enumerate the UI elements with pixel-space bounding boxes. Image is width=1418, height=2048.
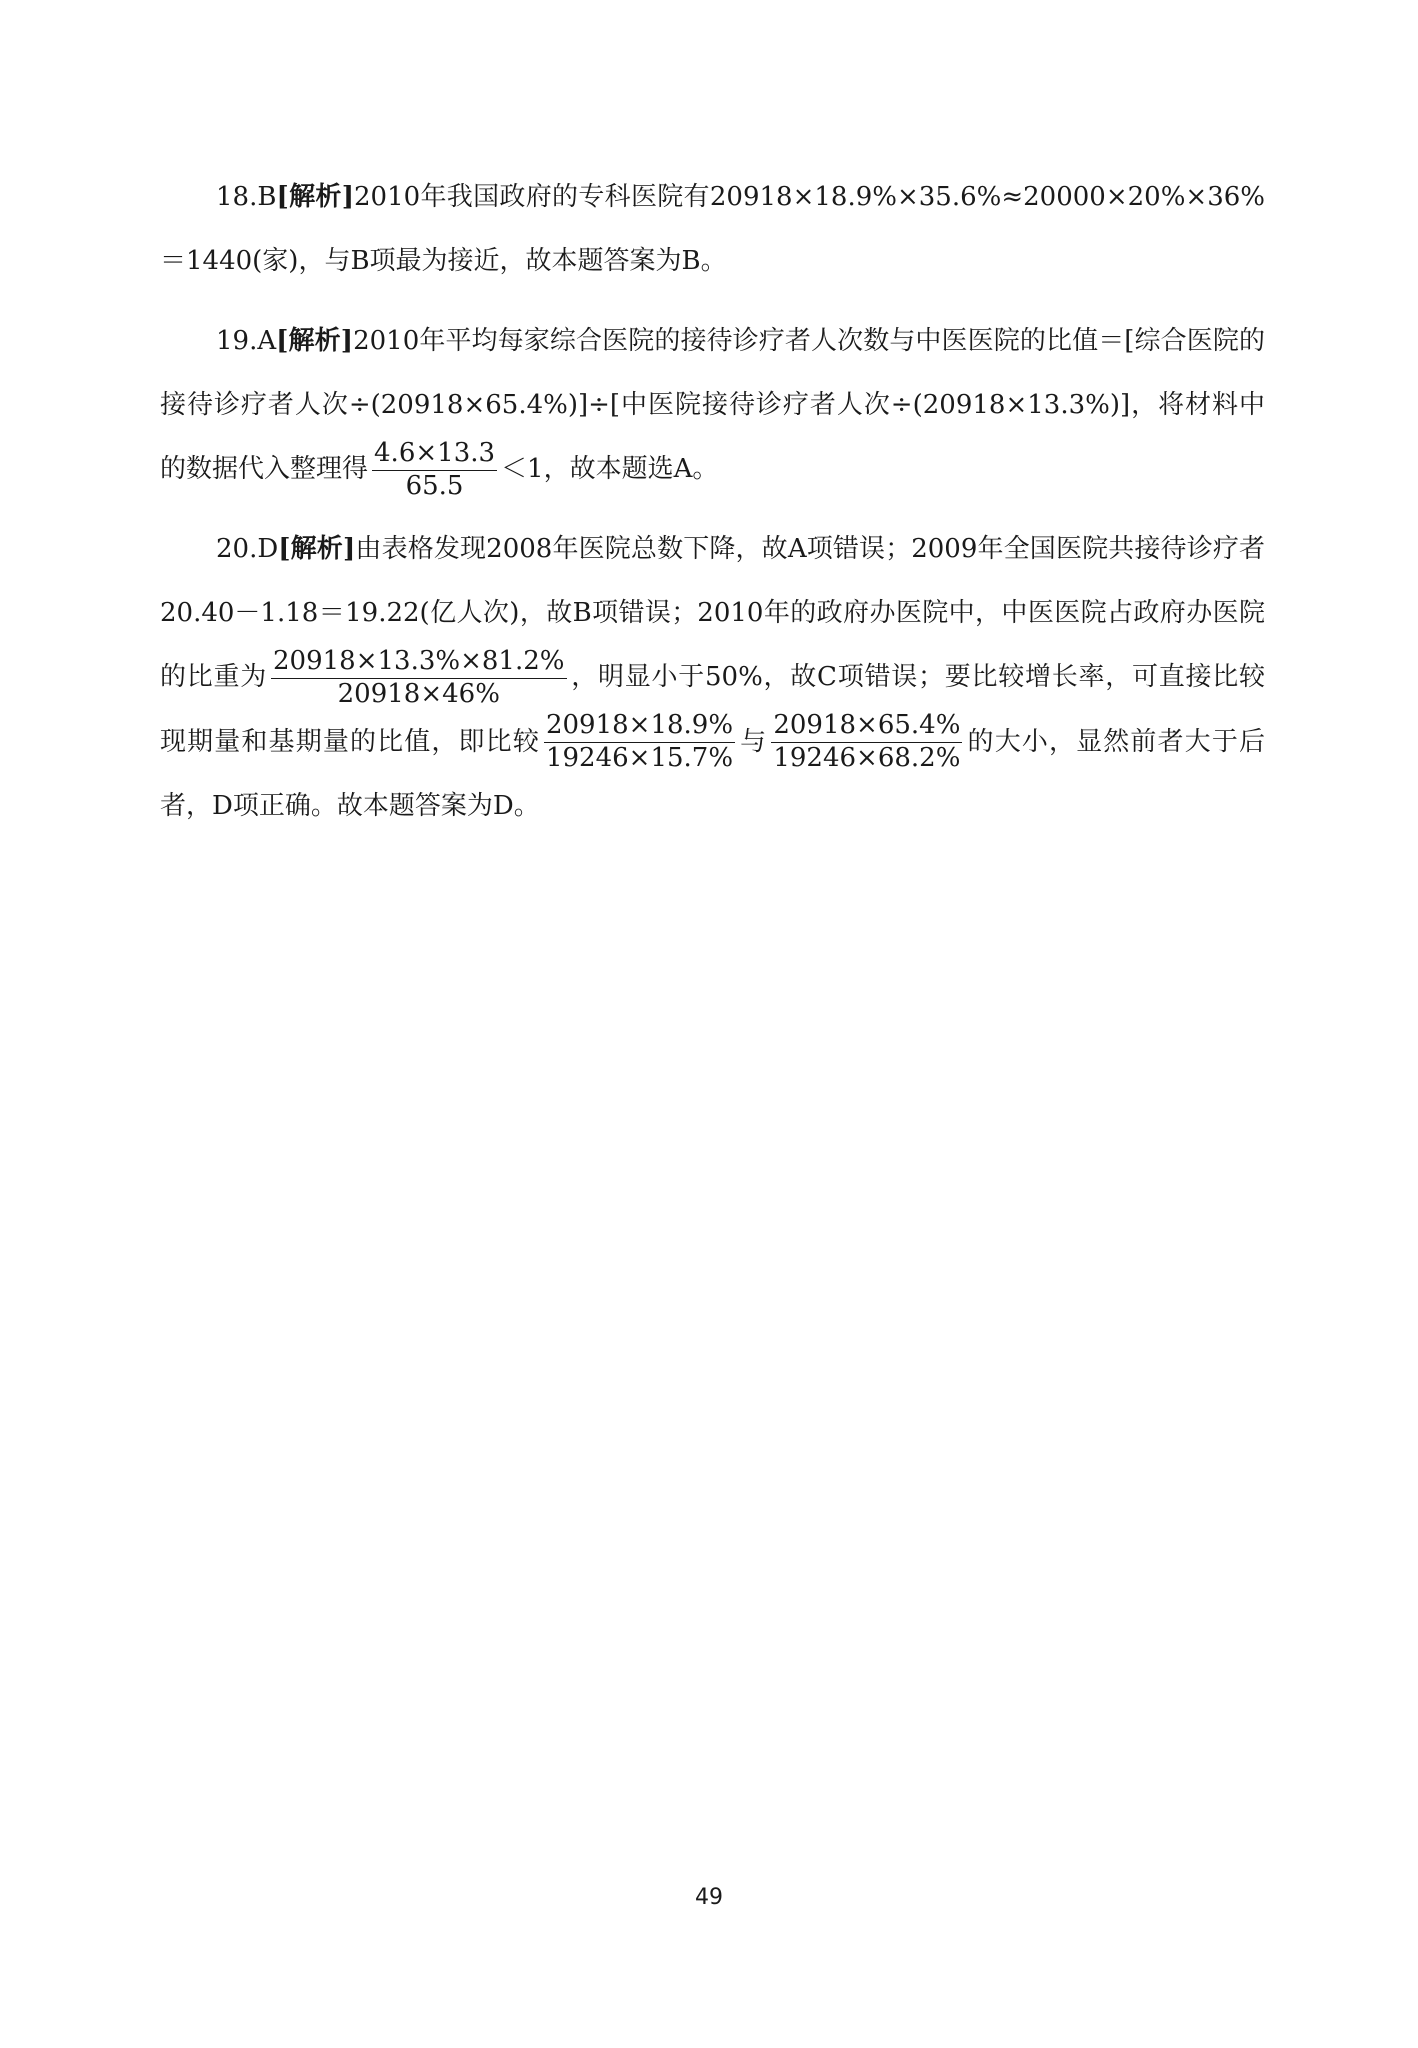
fraction-numerator: 20918×13.3%×81.2% xyxy=(271,647,566,679)
answer-19 xyxy=(160,309,1265,501)
answer-explanations xyxy=(160,165,1265,854)
answer-20-fraction-3 xyxy=(771,711,962,774)
answer-20-fraction-1 xyxy=(271,647,566,710)
answer-19-id: 19.A xyxy=(216,326,277,356)
answer-20-text-3: 与 xyxy=(739,726,768,757)
answer-20-label: [解析] xyxy=(278,534,356,565)
answer-19-text-before: 2010年平均每家综合医院的接待诊疗者人次数与中医医院的比值＝[综合医院的接待诊疗者人次÷(20918×65.4%)]÷[中医院接待诊疗者人次÷(20918×13.3%)]，将材料中的数据代入整理得 xyxy=(160,326,1265,484)
fraction-numerator: 4.6×13.3 xyxy=(372,439,497,471)
fraction-denominator: 19246×15.7% xyxy=(545,743,734,774)
fraction-denominator: 20918×46% xyxy=(337,678,500,709)
fraction-numerator: 20918×65.4% xyxy=(771,711,962,743)
page-number: 49 xyxy=(695,1885,723,1910)
answer-19-fraction xyxy=(372,439,497,502)
fraction-denominator: 19246×68.2% xyxy=(773,743,961,774)
answer-18-text: 2010年我国政府的专科医院有20918×18.9%×35.6%≈20000×20%×36%＝1440(家)，与B项最为接近，故本题答案为B。 xyxy=(160,182,1265,276)
answer-18 xyxy=(160,165,1265,293)
fraction-denominator: 65.5 xyxy=(405,470,464,501)
answer-19-text-after: ＜1，故本题选A。 xyxy=(501,454,719,484)
answer-20-id: 20.D xyxy=(216,534,279,565)
fraction-numerator: 20918×18.9% xyxy=(544,711,735,743)
answer-20-text-1: 由表格发现2008年医院总数下降，故A项错误；2009年全国医院共接待诊疗者20.40－1.18＝19.22(亿人次)，故B项错误；2010年的政府办医院中，中医医院占政府办医院的比重为 xyxy=(160,534,1265,693)
answer-20-text-2: ，明显小于50%，故C项错误；要比较增长率，可直接比较现期量和基期量的比值，即比较 xyxy=(160,662,1265,757)
answer-20-fraction-2 xyxy=(544,711,735,774)
answer-18-id: 18.B xyxy=(216,182,277,212)
answer-19-label: [解析] xyxy=(276,326,354,356)
answer-20-text-4: 的大小，显然前者大于后者，D项正确。故本题答案为D。 xyxy=(160,726,1265,822)
answer-20 xyxy=(160,517,1265,838)
answer-18-label: [解析] xyxy=(276,182,354,212)
